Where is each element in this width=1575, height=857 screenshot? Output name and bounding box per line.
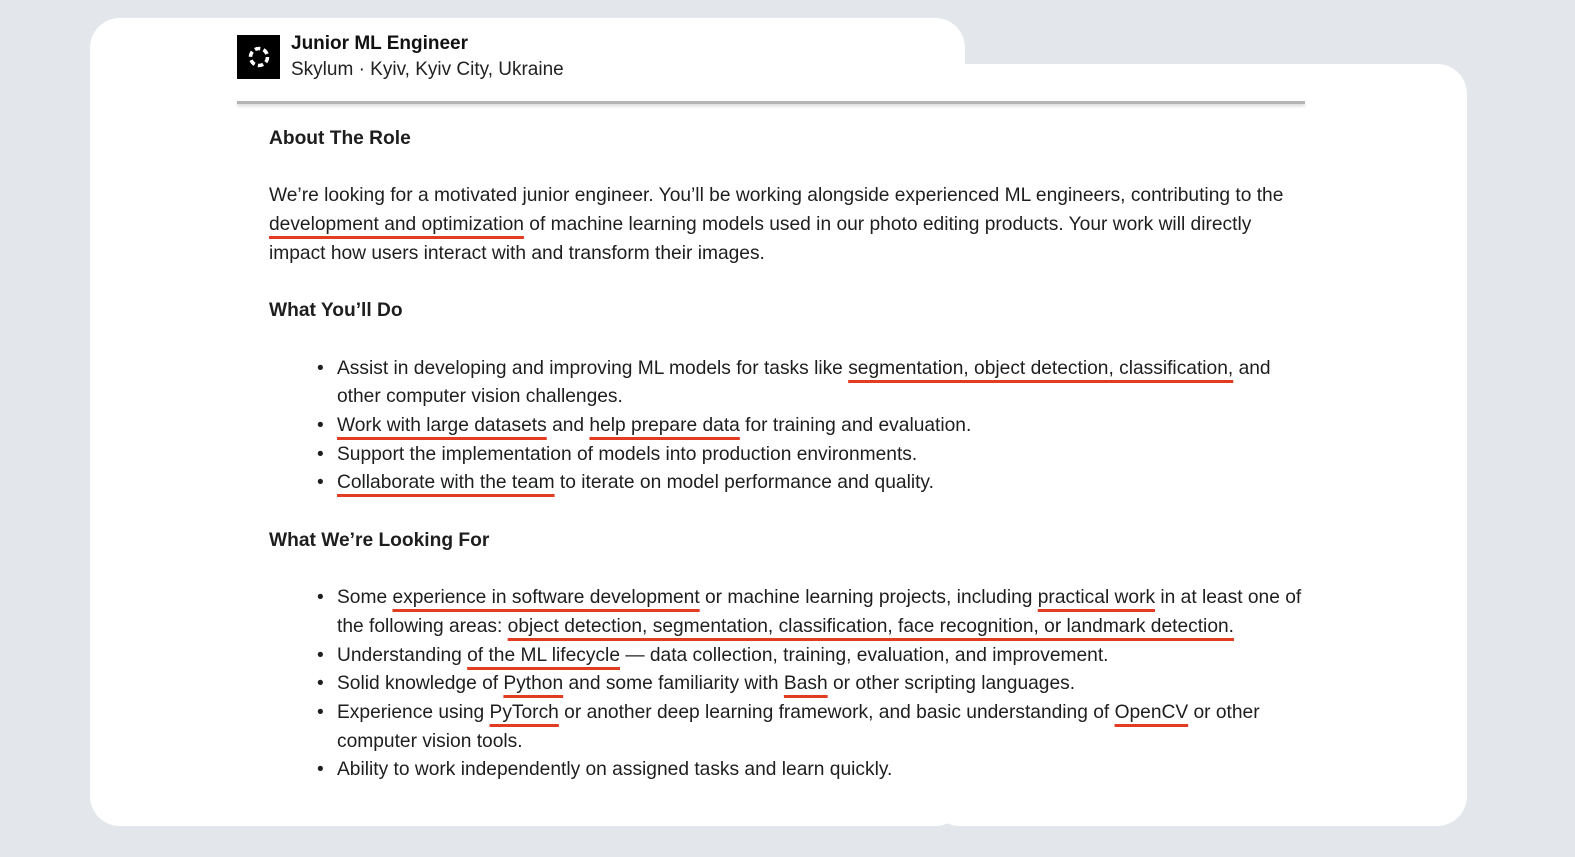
highlighted-text: Collaborate with the team [337, 472, 555, 494]
highlighted-text: object detection, segmentation, classification, face recognition, or landmark detection. [507, 615, 1234, 637]
text-run: or other computer vision tools. [337, 701, 1260, 752]
job-header-text [291, 31, 564, 83]
highlighted-text: practical work [1037, 587, 1156, 609]
text-run: Solid knowledge of [337, 673, 504, 695]
highlighted-text: PyTorch [489, 701, 559, 723]
section-heading-looking-for: What We’re Looking For [269, 529, 490, 551]
text-run: and other computer vision challenges. [337, 357, 1271, 408]
highlighted-text: experience in software development [392, 587, 700, 609]
what-you-do-list [269, 355, 1309, 499]
about-paragraph [269, 182, 1309, 268]
list-item [337, 412, 1309, 441]
text-run: and [546, 414, 590, 436]
text-run: or other scripting languages. [827, 673, 1076, 695]
looking-for-list [269, 584, 1309, 785]
company-location: Skylum · Kyiv, Kyiv City, Ukraine [291, 59, 564, 80]
text-run: Support the implementation of models into production environments. [337, 443, 918, 465]
highlighted-text: segmentation, object detection, classification, [848, 357, 1234, 379]
section-heading-what-you-do: What You’ll Do [269, 300, 403, 322]
text-run: of machine learning models used in our photo editing products. Your work will directly impact how users interact with and transform their images. [269, 214, 1252, 264]
section-heading-about: About The Role [269, 128, 411, 149]
text-run: — data collection, training, evaluation, and improvement. [620, 644, 1109, 666]
text-run: in at least one of the following areas: [337, 587, 1302, 637]
list-item [337, 670, 1309, 699]
highlighted-text: of the ML lifecycle [467, 644, 620, 666]
job-card-joint [930, 64, 990, 104]
highlighted-text: OpenCV [1114, 701, 1189, 723]
job-header [237, 34, 564, 80]
list-item [337, 584, 1309, 641]
list-item [337, 355, 1309, 412]
highlighted-text: Python [503, 673, 564, 695]
list-item [337, 642, 1309, 671]
text-run: Experience using [337, 701, 490, 723]
highlighted-text: development and optimization [269, 214, 524, 236]
highlighted-text: Work with large datasets [337, 414, 547, 436]
text-run: or machine learning projects, including [699, 587, 1038, 609]
list-item [337, 441, 1309, 470]
list-item [337, 756, 1309, 785]
list-item [337, 469, 1309, 498]
skylum-logo-icon[interactable] [237, 35, 280, 79]
text-run: or another deep learning framework, and basic understanding of [558, 701, 1115, 723]
text-run: Understanding [337, 644, 468, 666]
text-run: Some [337, 587, 393, 609]
text-run: and some familiarity with [563, 673, 784, 695]
text-run: We’re looking for a motivated junior engineer. You’ll be working alongside experienced ML engineers, contributing to the [269, 185, 1284, 207]
header-divider [237, 101, 1305, 104]
text-run: Ability to work independently on assigned tasks and learn quickly. [337, 759, 893, 781]
job-title[interactable]: Junior ML Engineer [291, 33, 469, 54]
text-run: Assist in developing and improving ML models for tasks like [337, 357, 849, 379]
highlighted-text: Bash [783, 673, 828, 695]
text-run: to iterate on model performance and quality. [554, 472, 934, 494]
highlighted-text: help prepare data [589, 414, 740, 436]
list-item [337, 699, 1309, 756]
text-run: for training and evaluation. [739, 414, 972, 436]
job-description [269, 125, 1309, 814]
